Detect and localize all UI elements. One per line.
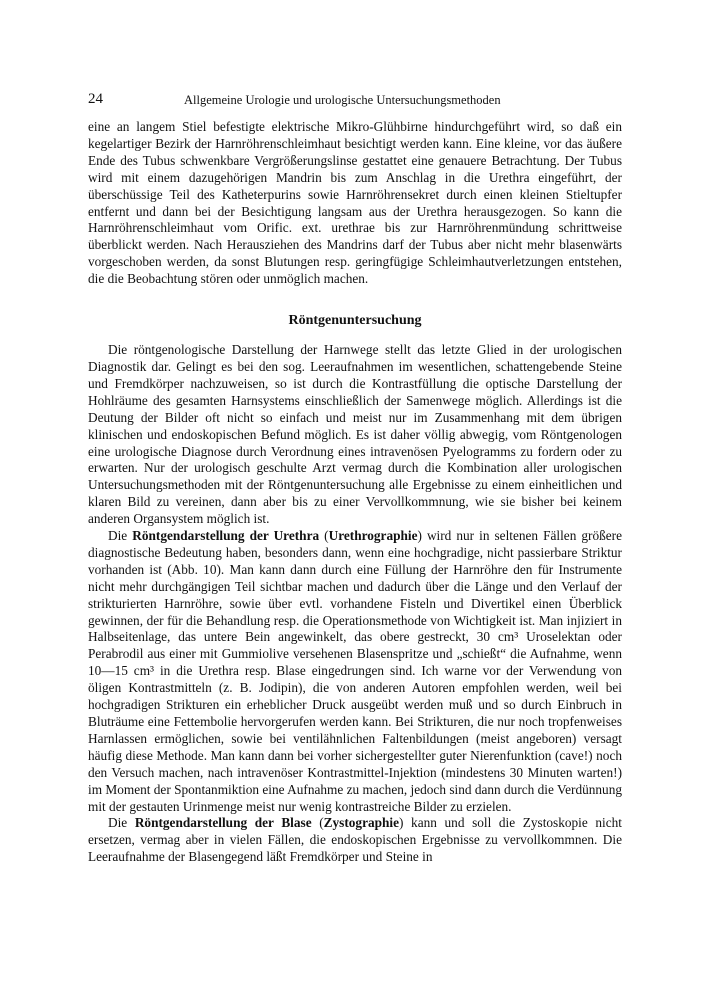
page-header (88, 90, 622, 110)
text-run: ) kann und soll die Zystoskopie nicht ersetzen, vermag aber in vielen Fällen, die endoskopischen Ergebnisse zu vervollkommnen. Die Leeraufnahme der Blasengegend läßt Fremdkörper und Steine in (88, 815, 622, 865)
page-number: 24 (88, 91, 103, 107)
text-run: Die (108, 815, 135, 831)
paragraph-roentgen-intro: Die röntgenologische Darstellung der Harnwege stellt das letzte Glied in der urologischen Diagnostik dar. Gelingt es bei den sog. Leeraufnahmen im wesentlichen, schattengebende Steine und Fremdkörper nachzuweisen, so ist durch die Kontrastfüllung die optische Darstellung der Hohlräume des gesamten Harnsystems einschließlich der Samenwege möglich. Allerdings ist die Deutung der Bilder oft nicht so einfach und meist nur im Zusammenhang mit dem übrigen klinischen und endoskopischen Befund möglich. Es ist daher völlig abwegig, vom Röntgenologen eine urologische Diagnose durch Verordnung eines intravenösen Pyelogramms zu fordern oder zu erwarten. Nur der urologisch geschulte Arzt vermag durch die Kombination aller urologischen Untersuchungsmethoden mit der Röntgenuntersuchung alle Ergebnisse zu einem einheitlichen und klaren Bild zu vereinen, dann aber bis zu einer Vervollkommnung, wie sie bisher bei keinem anderen Organsystem möglich ist. (88, 342, 622, 527)
bold-term: Urethrographie (328, 528, 418, 544)
bold-term: Zystographie (323, 815, 400, 831)
running-head: Allgemeine Urologie und urologische Untersuchungsmethoden (184, 93, 501, 107)
body-text (88, 119, 622, 866)
text-run: ) wird nur in seltenen Fällen größere diagnostische Bedeutung haben, besonders dann, wenn eine hochgradige, nicht passierbare Striktur vorhanden ist (Abb. 10). Man kann dann durch eine Füllung der Harnröhre den für Instrumente nicht mehr durchgängigen Teil sichtbar machen und dadurch über die Länge und den Verlauf der strikturierten Harnröhre, sowie über evtl. vorhandene Fisteln und Divertikel einen Überblick gewinnen, der für die Behandlung resp. die Operationsmethode von Wichtigkeit ist. Man injiziert in Halbseitenlage, das untere Bein angewinkelt, das obere gestreckt, 30 cm³ Uroselektan oder Perabrodil aus einer mit Gummiolive versehenen Blasenspritze und „schießt“ die Aufnahme, wenn 10—15 cm³ in die Urethra resp. Blase eingedrungen sind. Ich warne vor der Verwendung von öligen Kontrastmitteln (z. B. Jodipin), die von anderen Autoren empfohlen werden, weil bei hochgradigen Strikturen ein erheblicher Druck ausgeübt werden muß und so durch Einbruch in Bluträume eine Fettembolie hervorgerufen werden kann. Bei Strikturen, die nur noch tropfenweises Harnlassen ermöglichen, sowie bei ventilähnlichen Faltenbildungen (meist angeboren) versagt häufig diese Methode. Man kann dann bei vorher sichergestellter guter Nierenfunktion (cave!) noch den Versuch machen, nach intravenöser Kontrastmittel-Injektion (mindestens 30 Minuten warten!) im Moment der Spontanmiktion eine Aufnahme zu machen, jedoch sind dann durch die Verdünnung mit der gestauten Urinmenge meist nur wenig kontrastreiche Bilder zu erzielen. (88, 528, 622, 814)
text-run: ( (319, 528, 329, 544)
section-heading: Röntgenuntersuchung (288, 313, 422, 329)
paragraph-urethrographie (88, 528, 622, 815)
text-run: Die (108, 528, 133, 544)
paragraph-zystographie (88, 815, 622, 866)
bold-term: Röntgendarstellung der Blase (134, 815, 312, 831)
paragraph-continuation: eine an langem Stiel befestigte elektrische Mikro-Glühbirne hindurchgeführt wird, so daß ein kegelartiger Bezirk der Harnröhrenschleimhaut besichtigt werden kann. Eine kleine, vor das äußere Ende des Tubus schwenkbare Vergrößerungslinse gestattet eine genauere Betrachtung. Der Tubus wird mit einem dazugehörigen Mandrin bis zum Anschlag in die Urethra eingeführt, der überschüssige Teil des Katheterpurins sowie Harnröhrensekret durch einen kleinen Stieltupfer entfernt und dann bei der Besichtigung langsam aus der Urethra herausgezogen. So kann die Harnröhrenschleimhaut vom Orific. ext. urethrae bis zur Harnröhrenmündung schrittweise überblickt werden. Nach Herausziehen des Mandrins darf der Tubus aber nicht mehr blasenwärts vorgeschoben werden, da sonst Blutungen resp. geringfügige Schleimhautverletzungen entstehen, die die Beobachtung stören oder unmöglich machen. (88, 119, 622, 287)
text-run: ( (311, 815, 324, 831)
bold-term: Röntgendarstellung der Urethra (132, 528, 320, 544)
